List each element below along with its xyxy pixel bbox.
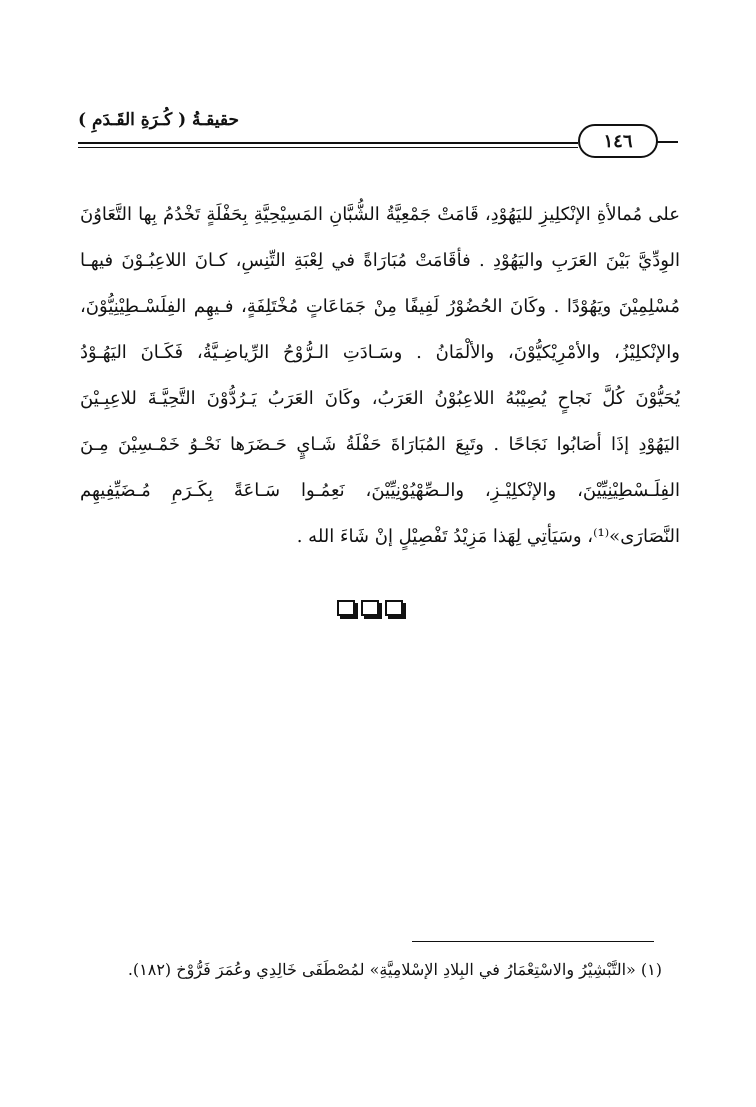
separator-box-icon (361, 600, 379, 616)
separator-box-icon (385, 600, 403, 616)
page-header (78, 108, 678, 162)
footnote-rule (412, 941, 654, 942)
footnote: (١) «التَّبْشِيْرُ والاسْتِعْمَارُ في البِلادِ الإسْلامِيَّةِ» لمُصْطَفَى خَالِدِي وعُمَرَ فَرُّوْخ (١٨٢). (127, 960, 662, 979)
body-line-2: الوِدِّيَّ بَيْنَ العَرَبِ واليَهُوْدِ . فأقَامَتْ مُبَارَاةً في لِعْبَةِ التِّنِسِ، كـانَ اللاعِبُـوْنَ فيهـا (80, 250, 680, 271)
body-line-3: مُسْلِمِيْنَ ويَهُوْدًا . وكَانَ الحُضُوْرُ لَفِيفًا مِنْ جَمَاعَاتٍ مُخْتَلِفَةٍ، فـيهِم الفِلَسْـطِيْنِيُّوْنَ، (80, 296, 680, 317)
section-separator (320, 600, 420, 624)
body-line-1: على مُمالأةِ الإنْكلِيزِ لليَهُوْدِ، قَامَتْ جَمْعِيَّةُ الشُّبَّانِ المَسِيْحِيَّةِ بِحَفْلَةٍ تَخْدُمُ بِها التَّعَاوُنَ (80, 204, 680, 225)
page-number: ١٤٦ (578, 124, 658, 158)
body-text (80, 192, 680, 560)
body-line-7: الفِلَـسْطِيْنِيِّيْنَ، والإنْكلِيْـزِ، والـصِّهْيُوْنِيِّيْنَ، نَعِمُـوا سَـاعَةً بِكَـرَمِ مُـضَيِّفِيهِم (80, 480, 680, 501)
body-line-5: يُحَيُّوْنَ كُلَّ نَجاحٍ يُصِيْبُهُ اللاعِبُوْنُ العَرَبُ، وكَانَ العَرَبُ يَـرُدُّوْنَ التَّحِيَّـةَ للاعِبِـيْنَ (80, 388, 680, 409)
running-title: حقيقـةُ ( كُـرَةِ القَـدَمِ ) (78, 110, 239, 130)
separator-box-icon (337, 600, 355, 616)
body-line-6: اليَهُوْدِ إذَا أصَابُوا نَجَاحًا . وتَبِعَ المُبَارَاةَ حَفْلَةُ شَـايٍ حَـضَرَها نَحْـوُ خَمْـسِيْنَ مِـنَ (80, 434, 680, 455)
header-rule (78, 142, 578, 144)
body-line-8: النَّصَارَى»⁽¹⁾، وسَيَأتِي لِهَذا مَزِيْدُ تَفْصِيْلٍ إنْ شَاءَ الله . (296, 526, 680, 547)
body-line-4: والإنْكلِيْزُ، والأمْرِيْكيُّوْنَ، والألْمَانُ . وسَـادَتِ الـرُّوْحُ الرِّياضِـيَّةُ، فَكَـانَ اليَهُـوْدُ (80, 342, 680, 363)
